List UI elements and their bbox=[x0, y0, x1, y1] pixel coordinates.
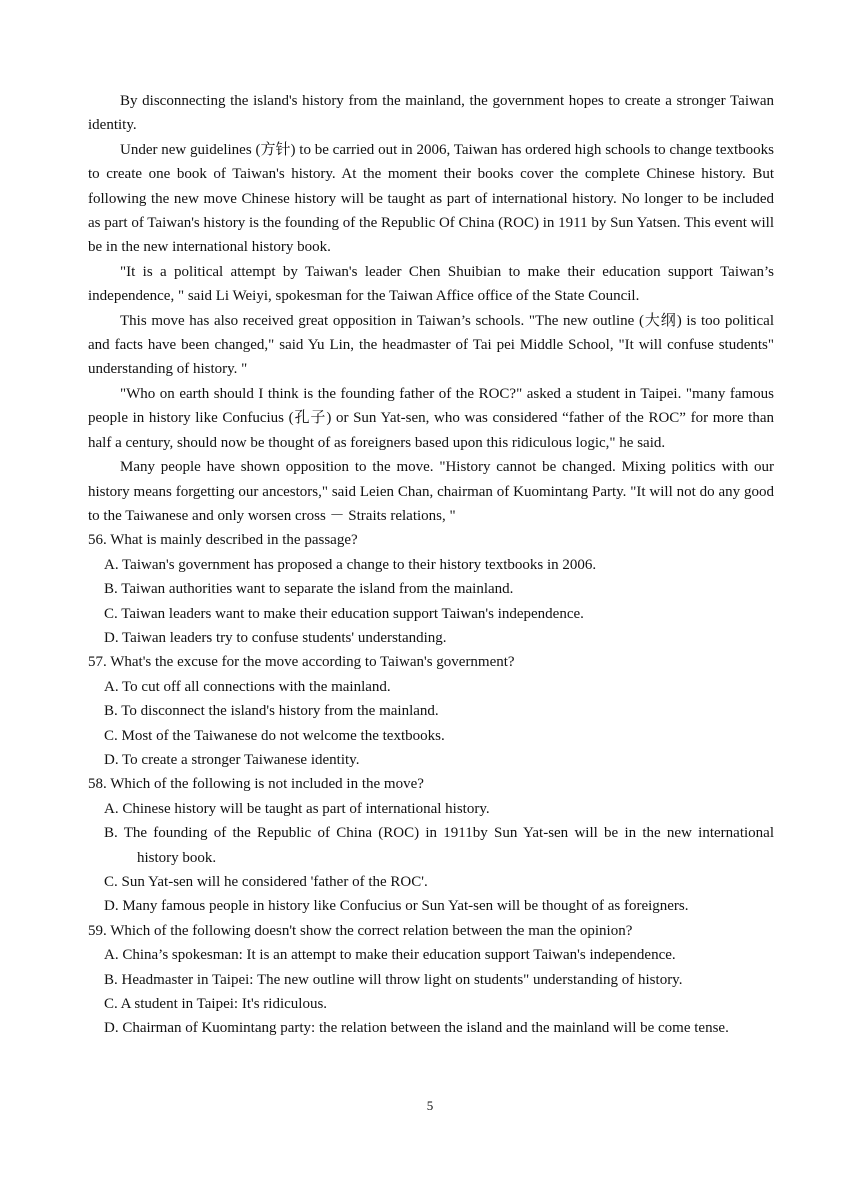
answer-option-c: C. A student in Taipei: It's ridiculous. bbox=[104, 996, 328, 1013]
passage-paragraph-4: This move has also received great opposition in Taiwan’s schools. "The new outline (大纲) is too political and facts have been changed," said Yu Lin, the headmaster of Tai pei Middle School, "It will confuse students" understanding of history. " bbox=[88, 312, 774, 378]
reading-passage bbox=[88, 89, 774, 528]
passage-paragraph-5: "Who on earth should I think is the founding father of the ROC?" asked a student in Taipei. "many famous people in history like Confucius (孔子) or Sun Yat-sen, who was considered “father of the ROC” for more than half a century, should now be thought of as foreigners based upon this ridiculous logic," he said. bbox=[88, 385, 774, 451]
question-stem: 58. Which of the following is not included in the move? bbox=[88, 776, 424, 793]
question-stem: 57. What's the excuse for the move according to Taiwan's government? bbox=[88, 654, 515, 671]
answer-option-a: A. Chinese history will be taught as part of international history. bbox=[104, 800, 490, 817]
question-56 bbox=[88, 528, 774, 650]
answer-option-d: D. Many famous people in history like Confucius or Sun Yat-sen will be thought of as foreigners. bbox=[104, 898, 689, 915]
answer-option-b: B. To disconnect the island's history from the mainland. bbox=[104, 703, 439, 720]
answer-option-b: B. Taiwan authorities want to separate the island from the mainland. bbox=[104, 581, 514, 598]
passage-paragraph-1: By disconnecting the island's history from the mainland, the government hopes to create a stronger Taiwan identity. bbox=[88, 93, 774, 134]
question-stem: 59. Which of the following doesn't show the correct relation between the man the opinion? bbox=[88, 922, 633, 939]
answer-option-d: D. Chairman of Kuomintang party: the relation between the island and the mainland will be come tense. bbox=[104, 1020, 729, 1037]
answer-option-c: C. Most of the Taiwanese do not welcome the textbooks. bbox=[104, 727, 445, 744]
page-number: 5 bbox=[426, 1098, 434, 1113]
question-57 bbox=[88, 650, 774, 772]
question-58 bbox=[88, 772, 774, 918]
answer-option-d: D. Taiwan leaders try to confuse students' understanding. bbox=[104, 629, 447, 646]
answer-option-c: C. Sun Yat-sen will he considered 'father of the ROC'. bbox=[104, 874, 428, 890]
passage-paragraph-3: "It is a political attempt by Taiwan's leader Chen Shuibian to make their education support Taiwan’s independence, " said Li Weiyi, spokesman for the Taiwan Affice office of the State Council. bbox=[88, 263, 774, 305]
document-page bbox=[88, 89, 774, 1041]
passage-paragraph-6: Many people have shown opposition to the move. "History cannot be changed. Mixing politics with our history means forgetting our ancestors," said Leien Chan, chairman of Kuomintang Party. "It will not do any good to the Taiwanese and only worsen cross － Straits relations, " bbox=[88, 459, 774, 524]
answer-option-d: D. To create a stronger Taiwanese identity. bbox=[104, 751, 360, 768]
question-59 bbox=[88, 919, 774, 1041]
passage-paragraph-2: Under new guidelines (方针) to be carried out in 2006, Taiwan has ordered high schools to change textbooks to create one book of Taiwan's history. At the moment their books cover the complete Chinese history. But following the new move Chinese history will be taught as part of international history. No longer to be included as part of Taiwan's history is the founding of the Republic Of China (ROC) in 1911 by Sun Yatsen. This event will be in the new international history book. bbox=[88, 141, 774, 256]
answer-option-a: A. China’s spokesman: It is an attempt to make their education support Taiwan's independence. bbox=[104, 947, 676, 964]
answer-option-a: A. To cut off all connections with the mainland. bbox=[104, 678, 391, 695]
question-stem: 56. What is mainly described in the passage? bbox=[88, 532, 358, 549]
answer-option-b: B. The founding of the Republic of China (ROC) in 1911by Sun Yat-sen will be in the new international history book. bbox=[104, 825, 774, 866]
answer-option-c: C. Taiwan leaders want to make their education support Taiwan's independence. bbox=[104, 605, 584, 622]
answer-option-b: B. Headmaster in Taipei: The new outline will throw light on students" understanding of history. bbox=[104, 971, 683, 988]
answer-option-a: A. Taiwan's government has proposed a change to their history textbooks in 2006. bbox=[104, 556, 597, 573]
